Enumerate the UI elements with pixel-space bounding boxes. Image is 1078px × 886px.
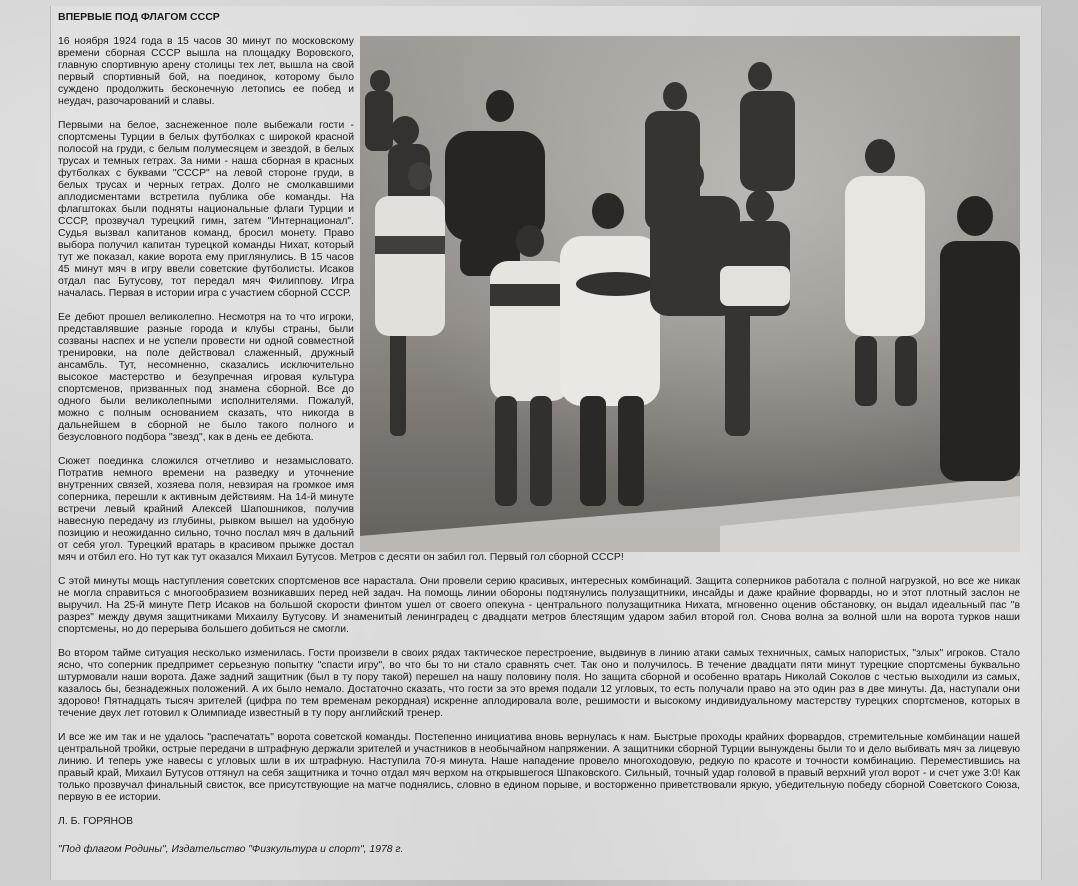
paragraph: Во втором тайме ситуация несколько изменилась. Гости произвели в своих рядах тактическое перестроение, выдвинув в линию атаки самых техничных, самых напористых, "злых" игроков. Стало ясно, что соперник предпримет серьезную попытку "спасти игру", во что бы то ни стало сравнять счет. Так оно и получилось. В течение двадцати пяти минут турецкие спортсмены буквально штурмовали наши ворота. Даже задний защитник (был в ту пору такой) перешел на нашу половину поля. Но защита сборной и особенно вратарь Николай Соколов с честью выходили из самых, казалось бы, безнадежных положений. А их было немало. Достаточно сказать, что гости за это время подали 12 угловых, то есть получали право на это один раз в две минуты. Да, наступали они здорово! Пятнадцать тысяч зрителей (цифра по тем временам рекордная) искренне аплодировала воле, решимости и высокому индивидуальному мастерству турецких спортсменов, которых в течение двух лет готовил к Олимпиаде известный в ту пору английский тренер. — [58, 648, 1020, 719]
paragraph: Первыми на белое, заснеженное поле выбежали гости - спортсмены Турции в белых футболках с широкой красной полосой на груди, с белым полумесяцем и звездой, в белых трусах и темных гетрах. За ними - наша сборная в красных футболках с буквами "СССР" на левой стороне груди, в белых трусах и черных гетрах. Долго не смолкавшими аплодисментами встретила публика обе команды. На флагштоках были подняты национальные флаги Турции и СССР, прозвучал турецкий гимн, затем "Интернационал". Судья вызвал капитанов команд, бросил монету. Право выбора получил капитан турецкой команды Нихат, который тут же показал, какие ворота ему приглянулись. В 15 часов 45 минут мяч в игру ввели советские футболисты. Исаков отдал пас Бутусову, тот передал мяч Филиппову. Игра началась. Первая в истории игра с участием сборной СССР. — [58, 120, 354, 299]
article-title: ВПЕРВЫЕ ПОД ФЛАГОМ СССР — [58, 11, 220, 23]
author-signature: Л. Б. ГОРЯНОВ — [58, 816, 134, 827]
paragraph: С этой минуты мощь наступления советских спортсменов все нарастала. Они провели серию красивых, интересных комбинаций. Защита соперников работала с полной нагрузкой, но все же никак не могла справиться с многообразием возникавших перед ней задач. На помощь линии обороны подтянулись полузащитники, инсайды и даже крайние форварды, но и этот плотный заслон не выручил. На 25-й минуте Петр Исаков на большой скорости финтом ушел от своего опекуна - центрального полузащитника Нихата, мгновенно оценив обстановку, он выдал идеальный пас "в разрез" между двумя защитниками Михаилу Бутусову. И знаменитый ленинградец с двадцати метров блестящим ударом забил второй гол. Снова волна за волной шли на ворота турков наши спортсмены, но до перерыва большего добиться не смогли. — [58, 576, 1020, 635]
source-citation: "Под флагом Родины", Издательство "Физкультура и спорт", 1978 г. — [58, 844, 404, 855]
paragraph: Сюжет поединка сложился отчетливо и незамысловато. Потратив немного времени на разведку и уточнение внутренних связей, хозяева поля, невзирая на громкое имя соперника, перешли к активным действиям. На 14-й минуте встречи левый крайний Алексей Шапошников, получив навесную передачу из глубины, рывком вышел на удобную позицию и неожиданно сильно, точно послал мяч в дальний от себя угол. Турецкий вратарь в красивом прыжке достал мяч и отбил его. Но тут как тут оказался Михаил Бутусов. Метров с десяти он забил гол. Первый гол сборной СССР! — [58, 456, 624, 563]
paragraph: 16 ноября 1924 года в 15 часов 30 минут по московскому времени сборная СССР вышла на площадку Воровского, главную спортивную арену столицы тех лет, вышла на свой первый спортивный бой, на поединок, которому было суждено продолжить бесконечную летопись ее побед и неудач, разочарований и славы. — [58, 36, 354, 107]
paragraph: Ее дебют прошел великолепно. Несмотря на то что игроки, представлявшие разные города и клубы страны, были созваны наспех и не успели провести ни одной совместной тренировки, на поле действовал слаженный, дружный ансамбль. Тут, несомненно, сказались исключительно высокое мастерство и безупречная игровая культура спортсменов, призванных под знамена сборной. Все до одного были великолепными исполнителями. Пожалуй, можно с полным основанием сказать, что никогда в дальнейшем в сборной не было такого полного и безусловного подбора "звезд", как в день ее дебюта. — [58, 312, 354, 443]
article — [58, 10, 1020, 856]
paragraph: И все же им так и не удалось "распечатать" ворота советской команды. Постепенно инициатива вновь вернулась к нам. Быстрые проходы крайних форвардов, стремительные комбинации нашей центральной тройки, острые передачи в штрафную держали зрителей и участников в необычайном напряжении. А защитники сборной Турции вынуждены были то и дело выбивать мяч за лицевую линию. И теперь уже навесы с угловых шли в их штрафную. Наступила 70-я минута. Наше нападение провело многоходовую, редкую по красоте и точности комбинацию. Переместившись на правый край, Михаил Бутусов оттянул на себя защитника и точно отдал мяч верхом на открывшегося Шпаковского. Сильный, точный удар головой в правый верхний угол ворот - и счет уже 3:0! Как только прозвучал финальный свисток, все присутствующие на матче поднялись, словно в едином порыве, и восторженно приветствовали яркую, убедительную победу сборной Советского Союза, первую в ее истории. — [58, 732, 1020, 803]
match-photo — [360, 36, 1020, 552]
